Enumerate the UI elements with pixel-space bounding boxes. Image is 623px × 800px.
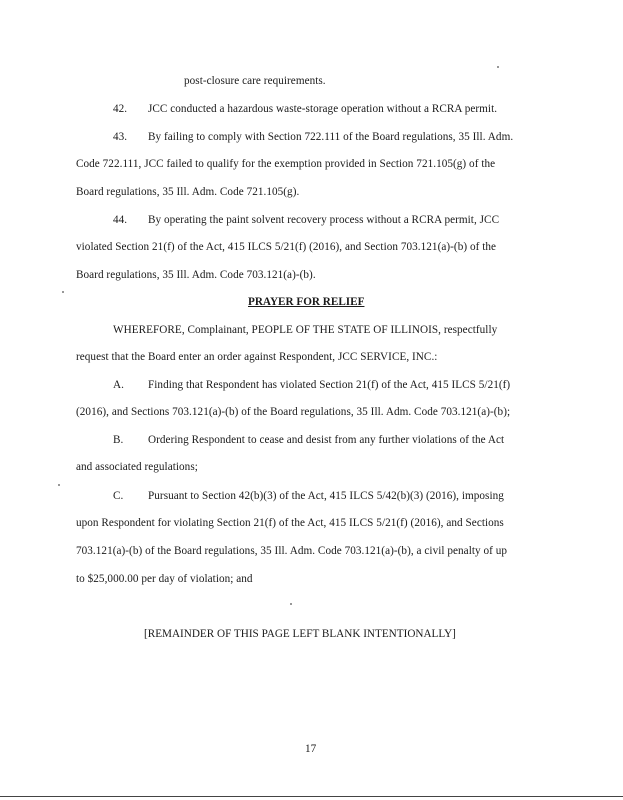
page-number: 17	[305, 743, 317, 755]
paragraph-number: 44.	[113, 214, 127, 226]
paragraph-line: request that the Board enter an order against Respondent, JCC SERVICE, INC.:	[76, 351, 438, 363]
paragraph-line: Pursuant to Section 42(b)(3) of the Act, 415 ILCS 5/42(b)(3) (2016), imposing	[148, 490, 504, 502]
paragraph-line: Code 722.111, JCC failed to qualify for the exemption provided in Section 721.105(g) of the	[76, 158, 496, 170]
paragraph-line: to $25,000.00 per day of violation; and	[76, 573, 253, 585]
paragraph-number: 43.	[113, 131, 127, 143]
paragraph-line: upon Respondent for violating Section 21(f) of the Act, 415 ILCS 5/21(f) (2016), and Sections	[76, 517, 504, 529]
paragraph-line: JCC conducted a hazardous waste-storage operation without a RCRA permit.	[148, 103, 498, 115]
remainder-notice: [REMAINDER OF THIS PAGE LEFT BLANK INTENTIONALLY]	[144, 628, 456, 640]
scan-bottom-edge	[0, 796, 623, 797]
paragraph-line: violated Section 21(f) of the Act, 415 ILCS 5/21(f) (2016), and Section 703.121(a)-(b) of the	[76, 241, 497, 253]
list-marker: C.	[113, 490, 124, 502]
paragraph-line: Ordering Respondent to cease and desist from any further violations of the Act	[148, 434, 505, 446]
list-marker: B.	[113, 434, 124, 446]
paragraph-line: By operating the paint solvent recovery process without a RCRA permit, JCC	[148, 214, 500, 226]
paragraph-line: (2016), and Sections 703.121(a)-(b) of the Board regulations, 35 Ill. Adm. Code 703.121(a)-(b);	[76, 406, 511, 418]
paragraph-line: Finding that Respondent has violated Section 21(f) of the Act, 415 ILCS 5/21(f)	[148, 379, 511, 391]
paragraph-line: post-closure care requirements.	[184, 75, 326, 87]
scan-speck	[290, 603, 292, 605]
paragraph-line: 703.121(a)-(b) of the Board regulations, 35 Ill. Adm. Code 703.121(a)-(b), a civil penalty of up	[76, 545, 508, 557]
scan-speck	[497, 66, 499, 68]
paragraph-line: Board regulations, 35 Ill. Adm. Code 703.121(a)-(b).	[76, 269, 316, 281]
paragraph-line: and associated regulations;	[76, 461, 198, 473]
section-heading: PRAYER FOR RELIEF	[248, 296, 365, 308]
paragraph-line: Board regulations, 35 Ill. Adm. Code 721.105(g).	[76, 186, 300, 198]
paragraph-line: By failing to comply with Section 722.111 of the Board regulations, 35 Ill. Adm.	[148, 131, 514, 143]
scan-speck	[58, 484, 60, 486]
paragraph-line: WHEREFORE, Complainant, PEOPLE OF THE STATE OF ILLINOIS, respectfully	[113, 324, 498, 336]
list-marker: A.	[113, 379, 124, 391]
scan-speck	[62, 291, 64, 293]
paragraph-number: 42.	[113, 103, 127, 115]
